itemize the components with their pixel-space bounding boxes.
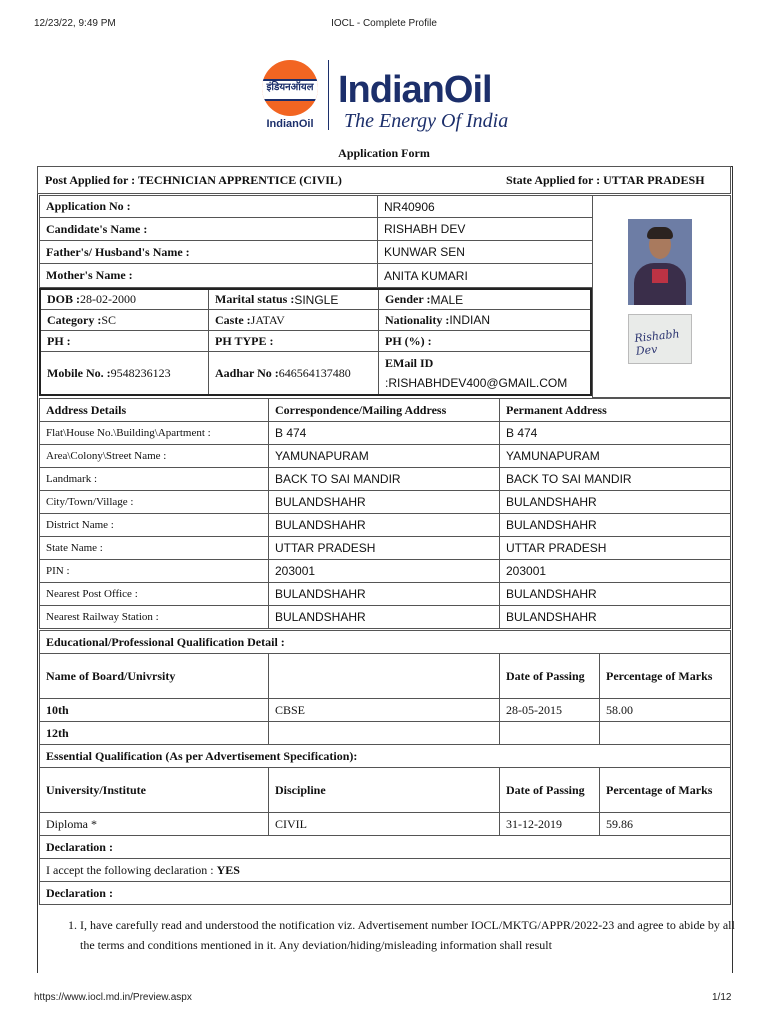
candidate-name-label: Candidate's Name : [39,217,378,241]
address-row-permanent: 203001 [499,559,731,583]
address-row-correspondence: UTTAR PRADESH [268,536,500,560]
dob-value: 28-02-2000 [80,292,136,306]
nationality-cell: Nationality : INDIAN [379,310,590,331]
ph-label: PH : [41,331,209,352]
brand-tagline: The Energy Of India [344,110,509,132]
address-row-label: PIN : [39,559,269,583]
edu-header-percentage: Percentage of Marks [599,653,731,699]
signature-text: Rishabh Dev [633,327,681,358]
address-row-correspondence: BULANDSHAHR [268,582,500,606]
address-row-label: City/Town/Village : [39,490,269,514]
mobile-cell: Mobile No. : 9548236123 [41,352,209,394]
address-row-label: State Name : [39,536,269,560]
edu-row-10th-level: 10th [39,698,269,722]
edu-row-10th-percentage: 58.00 [599,698,731,722]
declaration-accept-value: YES [216,862,240,877]
edu-row-10th-date: 28-05-2015 [499,698,600,722]
gender-cell: Gender : MALE [379,290,590,310]
essential-section-title: Essential Qualification (As per Advertisement Specification): [39,744,731,768]
father-name-value: KUNWAR SEN [377,240,593,264]
ph-type-label: PH TYPE : [209,331,379,352]
father-name-label: Father's/ Husband's Name : [39,240,378,264]
edu-header-date: Date of Passing [499,653,600,699]
address-row-correspondence: BULANDSHAHR [268,513,500,537]
marital-cell: Marital status : SINGLE [209,290,379,310]
form-title: Application Form [338,146,430,160]
education-section-title: Educational/Professional Qualification Detail : [39,630,731,654]
mother-name-value: ANITA KUMARI [377,263,593,288]
address-row-correspondence: BACK TO SAI MANDIR [268,467,500,491]
address-row-permanent: YAMUNAPURAM [499,444,731,468]
category-value: SC [101,312,116,327]
declaration-accept-label: I accept the following declaration : [46,862,217,877]
print-title: IOCL - Complete Profile [331,18,437,29]
address-row-label: Landmark : [39,467,269,491]
print-url[interactable]: https://www.iocl.md.in/Preview.aspx [34,992,192,1003]
declaration-item: 1. I, have carefully read and understood the notification viz. Advertisement number IOCL/MKTG/APPR/2022-23 and agree to abide by all the terms and conditions mentioned in it. Any deviation/hiding/misleading information shall result [80,915,740,955]
declaration-title: Declaration : [39,835,731,859]
address-row-permanent: BULANDSHAHR [499,490,731,514]
edu-row-12th-percentage [599,721,731,745]
caste-cell: Caste : JATAV [209,310,379,331]
ess-row-date: 31-12-2019 [499,812,600,836]
edu-row-12th-board [268,721,500,745]
application-no-label: Application No : [39,195,378,218]
aadhar-value: 646564137480 [278,365,351,380]
ph-percent-label: PH (%) : [379,331,590,352]
declaration-accept-row [39,858,731,882]
marital-value: SINGLE [294,292,339,307]
print-page-number: 1/12 [712,992,732,1003]
indianoil-logo [262,58,512,138]
address-row-label: District Name : [39,513,269,537]
address-row-permanent: UTTAR PRADESH [499,536,731,560]
aadhar-cell: Aadhar No : 646564137480 [209,352,379,394]
address-row-correspondence: 203001 [268,559,500,583]
edu-header-board: Name of Board/Univrsity [39,653,269,699]
ess-header-university: University/Institute [39,767,269,813]
edu-header-blank [268,653,500,699]
candidate-signature [628,314,692,364]
address-row-label: Nearest Railway Station : [39,605,269,629]
edu-row-12th-level: 12th [39,721,269,745]
address-header-permanent: Permanent Address [499,398,731,422]
gender-value: MALE [430,292,464,307]
address-row-label: Nearest Post Office : [39,582,269,606]
nationality-value: INDIAN [449,313,491,327]
address-row-permanent: BULANDSHAHR [499,582,731,606]
edu-row-12th-date [499,721,600,745]
caste-value: JATAV [250,312,285,327]
ess-row-university: Diploma * [39,812,269,836]
email-value: :RISHABHDEV400@GMAIL.COM [385,376,568,390]
category-cell: Category : SC [41,310,209,331]
address-row-correspondence: BULANDSHAHR [268,605,500,629]
ess-header-percentage: Percentage of Marks [599,767,731,813]
address-row-correspondence: B 474 [268,421,500,445]
address-row-permanent: B 474 [499,421,731,445]
dob-cell: DOB : 28-02-2000 [41,290,209,310]
address-header-details: Address Details [39,398,269,422]
address-row-correspondence: YAMUNAPURAM [268,444,500,468]
mother-name-label: Mother's Name : [39,263,378,288]
address-row-correspondence: BULANDSHAHR [268,490,500,514]
ess-row-discipline: CIVIL [268,812,500,836]
logo-divider [328,60,329,130]
ess-row-percentage: 59.86 [599,812,731,836]
declaration-list [64,915,740,955]
mobile-value: 9548236123 [110,365,171,380]
candidate-name-value: RISHABH DEV [377,217,593,241]
emblem-caption: IndianOil [266,118,314,130]
brand-name: IndianOil [338,69,492,111]
declaration-title-2: Declaration : [39,881,731,905]
address-row-permanent: BULANDSHAHR [499,513,731,537]
address-row-permanent: BULANDSHAHR [499,605,731,629]
email-label: EMail ID [385,356,434,370]
edu-row-10th-board: CBSE [268,698,500,722]
address-row-label: Flat\House No.\Building\Apartment : [39,421,269,445]
ess-header-discipline: Discipline [268,767,500,813]
address-row-label: Area\Colony\Street Name : [39,444,269,468]
post-applied: Post Applied for : TECHNICIAN APPRENTICE (CIVIL) [45,172,342,187]
ess-header-date: Date of Passing [499,767,600,813]
email-cell [379,352,590,394]
state-applied: State Applied for : UTTAR PRADESH [506,173,705,187]
candidate-photo [628,219,692,305]
address-header-correspondence: Correspondence/Mailing Address [268,398,500,422]
indianoil-emblem-icon: इंडियनऑयल [262,60,318,116]
print-datetime: 12/23/22, 9:49 PM [34,18,116,29]
application-no-value: NR40906 [377,195,593,218]
address-row-permanent: BACK TO SAI MANDIR [499,467,731,491]
